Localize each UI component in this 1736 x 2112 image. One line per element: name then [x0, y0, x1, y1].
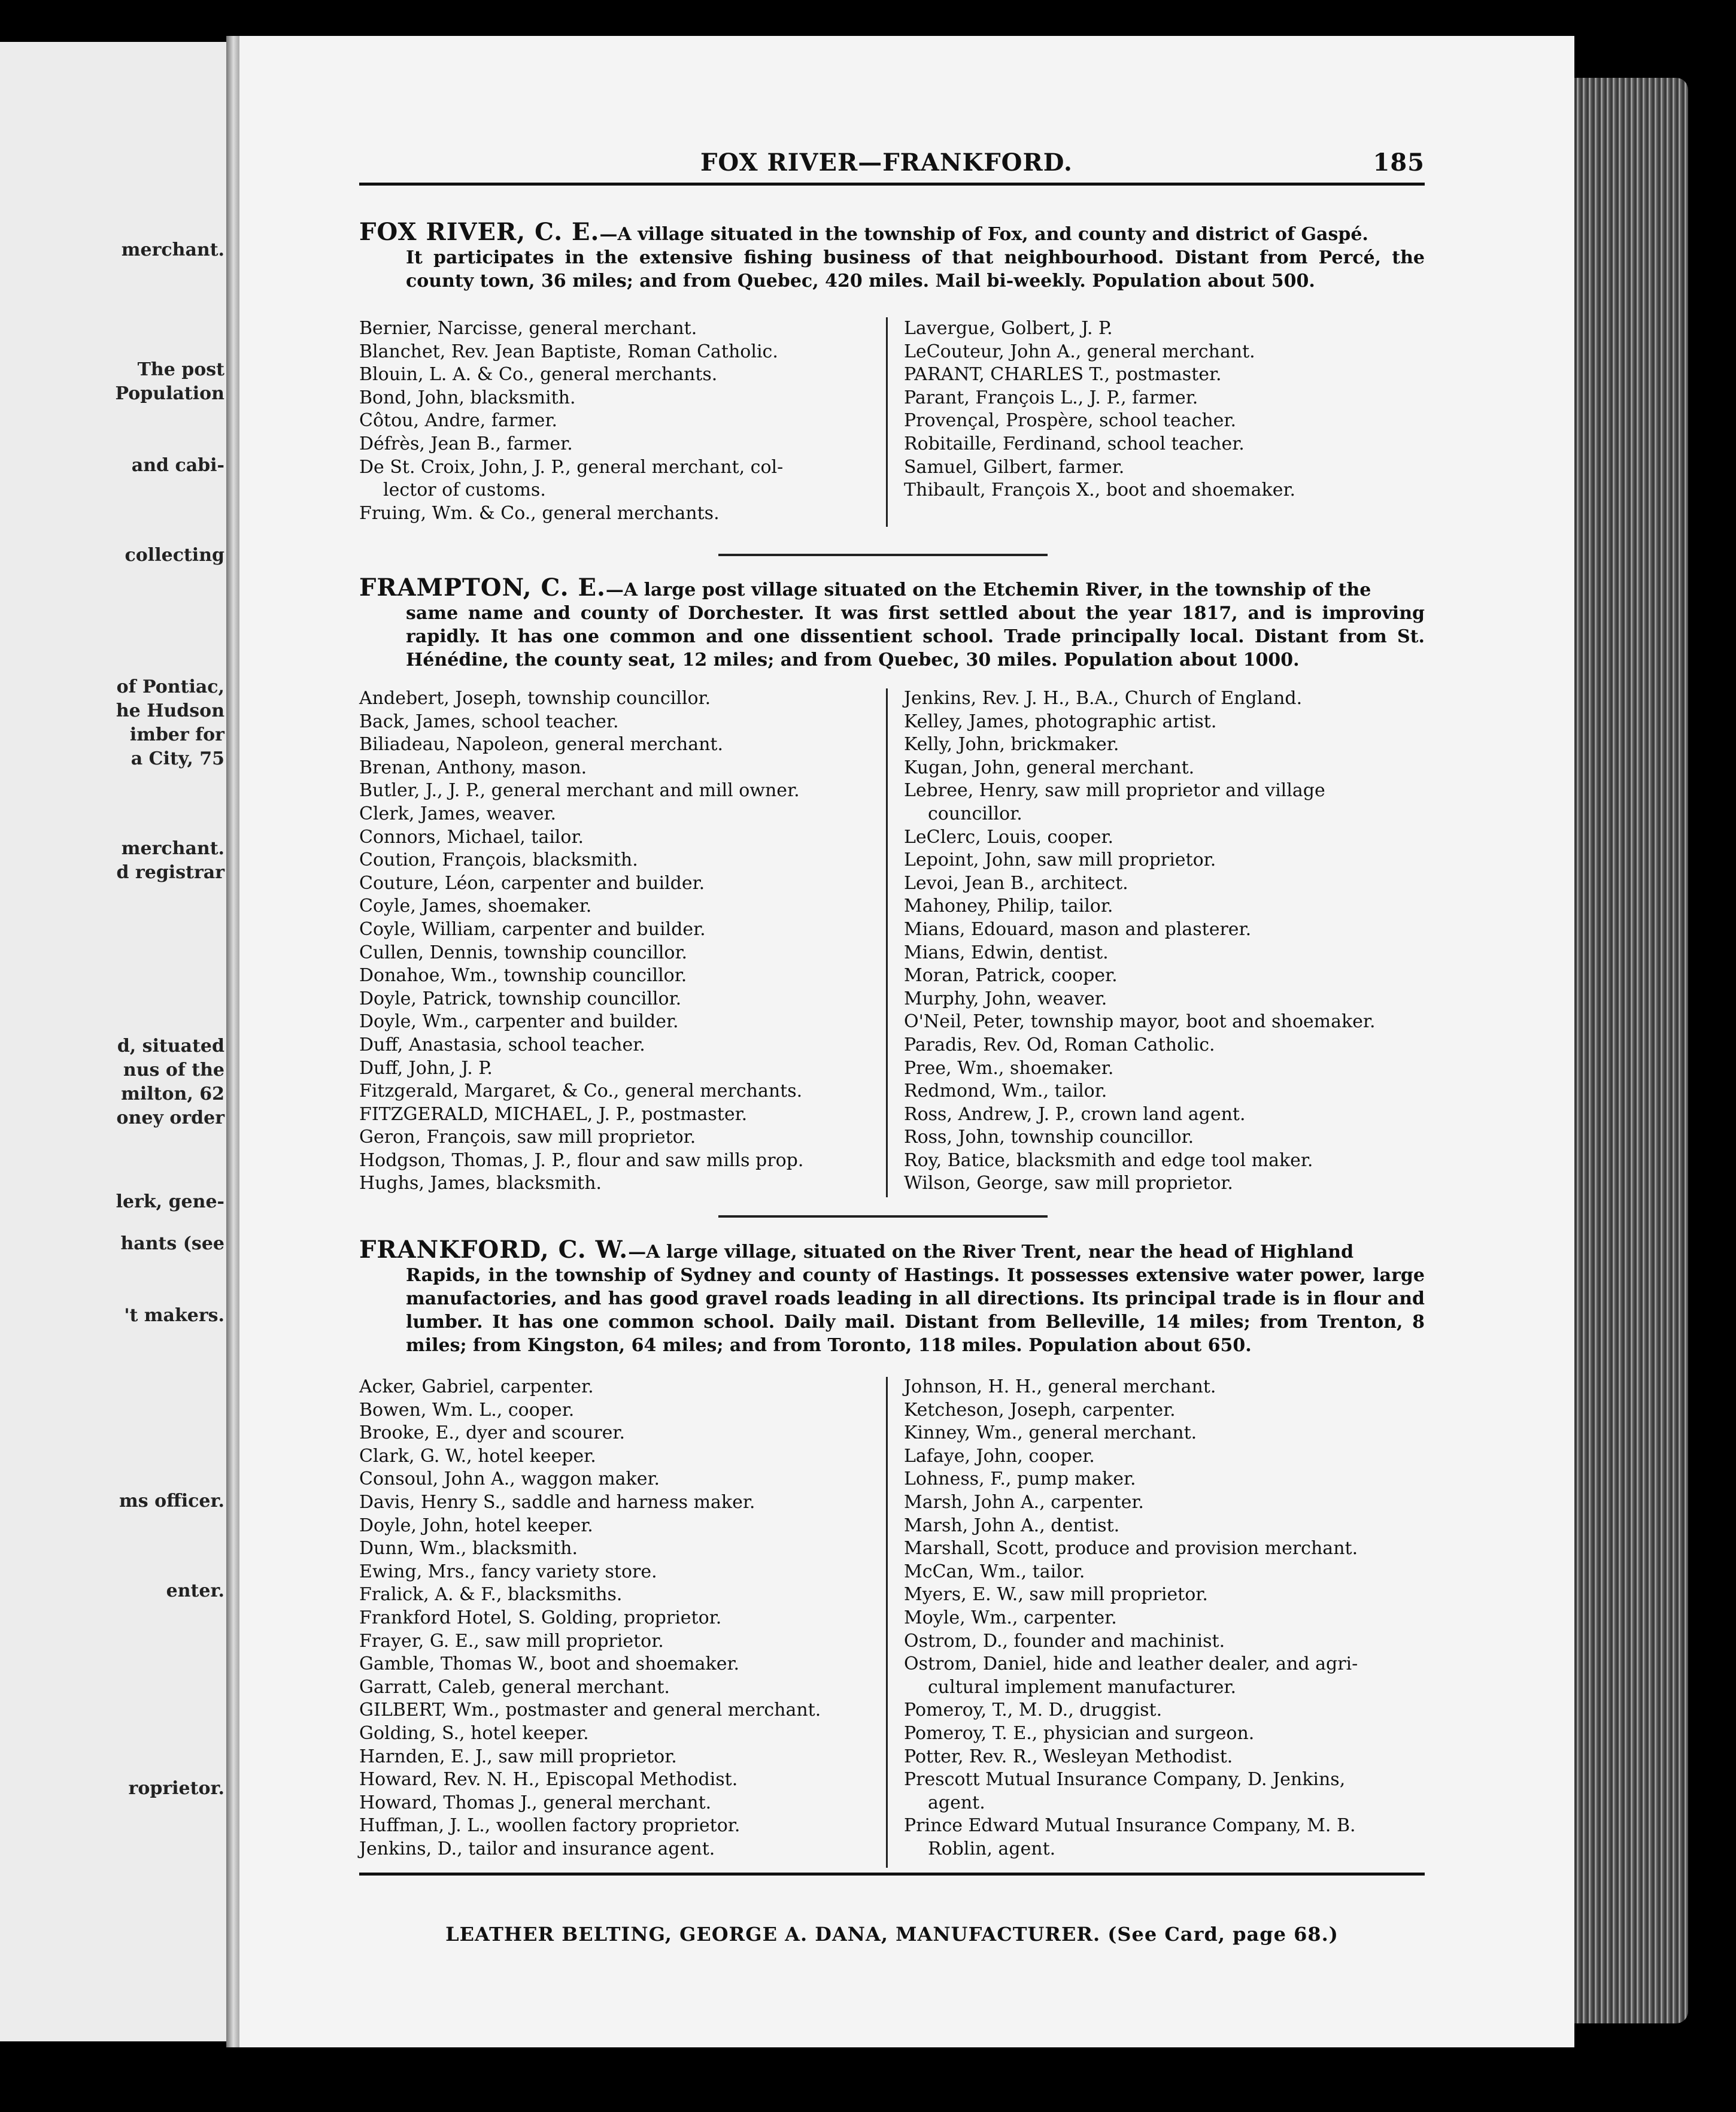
list-item: Roy, Batice, blacksmith and edge tool maker. [904, 1149, 1313, 1171]
list-item: Brooke, E., dyer and scourer. [359, 1422, 626, 1444]
prev-line: roprietor. [128, 1778, 224, 1799]
list-item: Coyle, William, carpenter and builder. [359, 918, 706, 940]
list-item: Johnson, H. H., general merchant. [904, 1376, 1216, 1397]
prev-line: imber for [129, 724, 224, 745]
list-item: Samuel, Gilbert, farmer. [904, 456, 1125, 478]
prev-line: oney order [116, 1107, 224, 1128]
list-item: Hodgson, Thomas, J. P., flour and saw mills prop. [359, 1149, 804, 1171]
list-item: Jenkins, D., tailor and insurance agent. [359, 1838, 715, 1859]
section-description [359, 573, 1425, 672]
list-item: Fitzgerald, Margaret, & Co., general merchants. [359, 1081, 803, 1102]
list-item: Blouin, L. A. & Co., general merchants. [359, 364, 718, 386]
list-item: Harnden, E. J., saw mill proprietor. [359, 1746, 677, 1767]
description-text: same name and county of Dorchester. It was first settled about the year 1817, and is improving rapidly. It has one common and one dissentient school. Trade principally local. Distant from St. Hénédine, the county seat, 12 miles; and from Quebec, 30 miles. Population about 1000. [406, 603, 1425, 670]
list-item: Robitaille, Ferdinand, school teacher. [904, 433, 1245, 454]
list-item: Moyle, Wm., carpenter. [904, 1607, 1117, 1628]
list-item: Ostrom, Daniel, hide and leather dealer, and agri- [904, 1653, 1358, 1675]
list-item: Garratt, Caleb, general merchant. [359, 1676, 670, 1698]
list-item: Clark, G. W., hotel keeper. [359, 1445, 596, 1467]
column-divider [886, 688, 888, 1197]
list-item: De St. Croix, John, J. P., general merchant, col- [359, 456, 784, 478]
list-item: Doyle, Wm., carpenter and builder. [359, 1011, 679, 1033]
list-item: Cullen, Dennis, township councillor. [359, 942, 688, 963]
description-text: Rapids, in the township of Sydney and county of Hastings. It possesses extensive water power, large manufactories, and has good gravel roads leading in all directions. Its principal trade is in flour and lumber. It has one common school. Daily mail. Distant from Belleville, 14 miles; from Trenton, 8 miles; from Kingston, 64 miles; and from Toronto, 118 miles. Population about 650. [406, 1265, 1425, 1356]
list-item: Redmond, Wm., tailor. [904, 1081, 1107, 1102]
list-item: Consoul, John A., waggon maker. [359, 1468, 660, 1490]
list-item-continuation: cultural implement manufacturer. [928, 1676, 1236, 1698]
prev-line: collecting [125, 545, 224, 566]
list-item: Mahoney, Philip, tailor. [904, 896, 1113, 917]
list-item: Duff, Anastasia, school teacher. [359, 1034, 645, 1055]
list-item: Ewing, Mrs., fancy variety store. [359, 1561, 657, 1582]
list-item: Provençal, Prospère, school teacher. [904, 410, 1236, 432]
list-item: Golding, S., hotel keeper. [359, 1722, 589, 1744]
list-item: Mians, Edwin, dentist. [904, 942, 1109, 963]
list-item: Lavergue, Golbert, J. P. [904, 318, 1113, 339]
list-item: Bernier, Narcisse, general merchant. [359, 318, 697, 339]
list-item: Pree, Wm., shoemaker. [904, 1057, 1114, 1079]
prev-line: of Pontiac, [116, 676, 224, 697]
list-item: Thibault, François X., boot and shoemaker. [904, 480, 1296, 501]
list-item: Marshall, Scott, produce and provision merchant. [904, 1538, 1358, 1559]
list-item: Bond, John, blacksmith. [359, 387, 576, 408]
list-item: Marsh, John A., carpenter. [904, 1491, 1144, 1513]
list-item: Levoi, Jean B., architect. [904, 872, 1128, 894]
list-item-continuation: Roblin, agent. [928, 1838, 1056, 1859]
list-item: Paradis, Rev. Od, Roman Catholic. [904, 1034, 1215, 1055]
list-item: Davis, Henry S., saddle and harness maker. [359, 1491, 755, 1513]
list-item: Jenkins, Rev. J. H., B.A., Church of England. [904, 688, 1303, 709]
list-item: Côtou, Andre, farmer. [359, 410, 557, 432]
list-item-continuation: agent. [928, 1792, 985, 1813]
directory-list-right [904, 687, 1376, 1195]
list-item: Prince Edward Mutual Insurance Company, M. B. [904, 1815, 1356, 1837]
list-item: Coution, François, blacksmith. [359, 849, 638, 871]
list-item: Doyle, John, hotel keeper. [359, 1515, 593, 1536]
page-number: 185 [1373, 148, 1425, 177]
description-first-line: —A large post village situated on the Etchemin River, in the township of the [605, 579, 1371, 600]
directory-list-right [904, 317, 1295, 502]
list-item: McCan, Wm., tailor. [904, 1561, 1085, 1582]
previous-page-fragment [0, 42, 230, 2041]
list-item: Lebree, Henry, saw mill proprietor and village [904, 780, 1325, 802]
list-item: O'Neil, Peter, township mayor, boot and shoemaker. [904, 1011, 1376, 1033]
list-item: Wilson, George, saw mill proprietor. [904, 1173, 1233, 1194]
prev-line: 't makers. [124, 1305, 224, 1326]
page-title: FOX RIVER—FRANKFORD. [700, 148, 1073, 177]
place-name: FOX RIVER, C. E. [359, 218, 600, 246]
list-item: Lohness, F., pump maker. [904, 1468, 1136, 1490]
list-item: PARANT, CHARLES T., postmaster. [904, 364, 1222, 386]
list-item: Bowen, Wm. L., cooper. [359, 1399, 575, 1421]
list-item: Howard, Thomas J., general merchant. [359, 1792, 712, 1813]
description-first-line: —A large village, situated on the River Trent, near the head of Highland [628, 1242, 1354, 1263]
list-item: Gamble, Thomas W., boot and shoemaker. [359, 1653, 740, 1675]
list-item: Kelley, James, photographic artist. [904, 711, 1217, 732]
page-edges [1556, 78, 1688, 2023]
list-item: Moran, Patrick, cooper. [904, 965, 1118, 987]
list-item: Potter, Rev. R., Wesleyan Methodist. [904, 1746, 1233, 1767]
list-item: Myers, E. W., saw mill proprietor. [904, 1584, 1208, 1606]
list-item: Ostrom, D., founder and machinist. [904, 1630, 1225, 1652]
description-text: It participates in the extensive fishing business of that neighbourhood. Distant from Percé, the county town, 36 miles; and from Quebec, 420 miles. Mail bi-weekly. Population about 500. [406, 247, 1425, 292]
prev-line: d, situated [117, 1036, 224, 1057]
list-item: Doyle, Patrick, township councillor. [359, 988, 682, 1009]
directory-list-left [359, 1376, 821, 1861]
prev-line: lerk, gene- [116, 1191, 224, 1212]
list-item: Blanchet, Rev. Jean Baptiste, Roman Catholic. [359, 341, 778, 362]
list-item: Biliadeau, Napoleon, general merchant. [359, 734, 724, 755]
place-name: FRAMPTON, C. E. [359, 573, 606, 602]
prev-line: and cabi- [131, 455, 224, 476]
page-footer-advert: LEATHER BELTING, GEORGE A. DANA, MANUFACTURER. (See Card, page 68.) [445, 1923, 1339, 1946]
prev-line: d registrar [116, 862, 224, 883]
prev-line: The post [137, 359, 224, 380]
list-item: Ketcheson, Joseph, carpenter. [904, 1399, 1176, 1421]
list-item: FITZGERALD, MICHAEL, J. P., postmaster. [359, 1103, 748, 1125]
list-item: Coyle, James, shoemaker. [359, 896, 592, 917]
prev-line: Population [115, 383, 224, 404]
list-item: Huffman, J. L., woollen factory proprietor. [359, 1815, 740, 1837]
section-separator [718, 1215, 1048, 1218]
footer-rule [359, 1873, 1425, 1876]
list-item: Andebert, Joseph, township councillor. [359, 688, 711, 709]
list-item: Clerk, James, weaver. [359, 803, 557, 824]
list-item: Pomeroy, T., M. D., druggist. [904, 1700, 1163, 1721]
directory-list-right [904, 1376, 1358, 1861]
list-item: Couture, Léon, carpenter and builder. [359, 872, 705, 894]
directory-list-left [359, 317, 783, 525]
prev-line: hants (see [120, 1233, 224, 1254]
list-item: LeClerc, Louis, cooper. [904, 826, 1114, 848]
list-item: Lafaye, John, cooper. [904, 1445, 1095, 1467]
directory-list-left [359, 687, 803, 1195]
list-item: Hughs, James, blacksmith. [359, 1173, 602, 1194]
list-item: Prescott Mutual Insurance Company, D. Jenkins, [904, 1769, 1346, 1791]
list-item: Parant, François L., J. P., farmer. [904, 387, 1198, 408]
prev-line: merchant. [121, 838, 224, 859]
header-rule [359, 183, 1425, 186]
list-item-continuation: lector of customs. [383, 480, 546, 501]
list-item: Kugan, John, general merchant. [904, 757, 1195, 778]
section-separator [718, 554, 1048, 556]
list-item: Howard, Rev. N. H., Episcopal Methodist. [359, 1769, 738, 1791]
list-item: Donahoe, Wm., township councillor. [359, 965, 687, 987]
column-divider [886, 1377, 888, 1868]
list-item: LeCouteur, John A., general merchant. [904, 341, 1255, 362]
list-item: Brenan, Anthony, mason. [359, 757, 587, 778]
list-item: Murphy, John, weaver. [904, 988, 1107, 1009]
list-item: Connors, Michael, tailor. [359, 826, 584, 848]
list-item: Kelly, John, brickmaker. [904, 734, 1119, 755]
list-item: Back, James, school teacher. [359, 711, 619, 732]
list-item: Défrès, Jean B., farmer. [359, 433, 573, 454]
list-item: Kinney, Wm., general merchant. [904, 1422, 1197, 1444]
prev-line: ms officer. [119, 1491, 224, 1512]
list-item: Lepoint, John, saw mill proprietor. [904, 849, 1216, 871]
list-item: Marsh, John A., dentist. [904, 1515, 1120, 1536]
list-item: Duff, John, J. P. [359, 1057, 493, 1079]
list-item: Frayer, G. E., saw mill proprietor. [359, 1630, 664, 1652]
section-description [359, 220, 1425, 293]
prev-line: nus of the [123, 1060, 224, 1081]
list-item: Dunn, Wm., blacksmith. [359, 1538, 578, 1559]
list-item: Acker, Gabriel, carpenter. [359, 1376, 594, 1397]
prev-line: a City, 75 [130, 748, 224, 769]
list-item: Butler, J., J. P., general merchant and mill owner. [359, 780, 800, 802]
description-first-line: —A village situated in the township of Fox, and county and district of Gaspé. [599, 224, 1368, 245]
list-item: Pomeroy, T. E., physician and surgeon. [904, 1722, 1255, 1744]
place-name: FRANKFORD, C. W. [359, 1236, 629, 1264]
prev-line: enter. [166, 1580, 224, 1601]
list-item: Ross, John, township councillor. [904, 1127, 1194, 1148]
list-item: Mians, Edouard, mason and plasterer. [904, 918, 1252, 940]
list-item: Fruing, Wm. & Co., general merchants. [359, 502, 720, 524]
column-divider [886, 317, 888, 527]
prev-line: milton, 62 [121, 1084, 224, 1104]
list-item: Fralick, A. & F., blacksmiths. [359, 1584, 623, 1606]
list-item: Geron, François, saw mill proprietor. [359, 1127, 696, 1148]
list-item: Frankford Hotel, S. Golding, proprietor. [359, 1607, 722, 1628]
prev-line: he Hudson [116, 700, 224, 721]
section-description [359, 1238, 1425, 1357]
prev-line: merchant. [121, 239, 224, 260]
list-item: Ross, Andrew, J. P., crown land agent. [904, 1103, 1246, 1125]
list-item: GILBERT, Wm., postmaster and general merchant. [359, 1700, 821, 1721]
list-item-continuation: councillor. [928, 803, 1022, 824]
